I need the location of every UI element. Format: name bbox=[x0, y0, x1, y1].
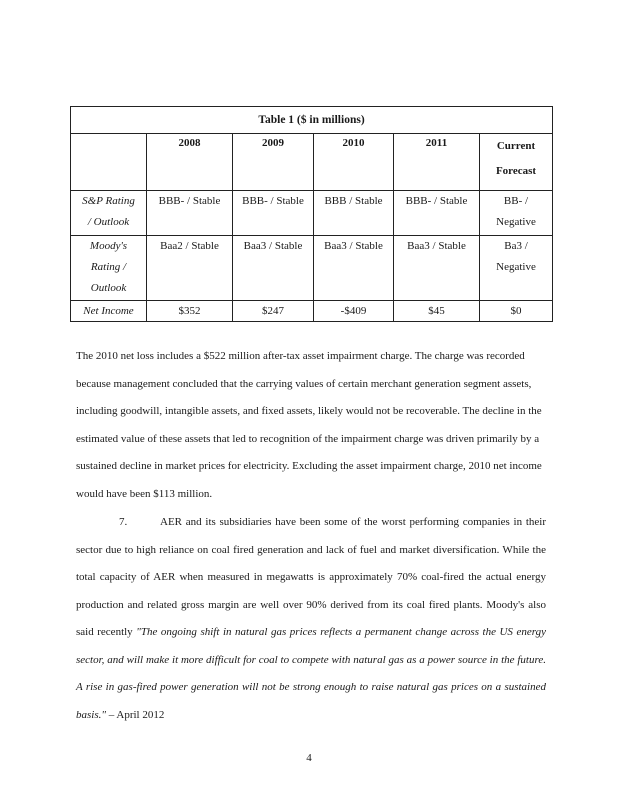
table-header-corner bbox=[71, 134, 147, 191]
table-cell: $45 bbox=[394, 301, 480, 322]
table-row bbox=[71, 191, 553, 236]
table-cell-current: Ba3 / Negative bbox=[480, 236, 553, 301]
paragraph-7 bbox=[76, 509, 546, 729]
column-header-current bbox=[480, 134, 553, 191]
paragraph-net-loss: The 2010 net loss includes a $522 million after-tax asset impairment charge. The charge was recorded because management concluded that the carrying values of certain merchant generation segment assets, including goodwill, intangible assets, and fixed assets, likely would not be recoverable. The decline in the estimated value of these assets that led to recognition of the impairment charge was driven primarily by a sustained decline in market prices for electricity. Excluding the asset impairment charge, 2010 net income would have been $113 million. bbox=[76, 350, 542, 500]
column-header: 2009 bbox=[233, 134, 314, 191]
moodys-quote: "The ongoing shift in natural gas prices reflects a permanent change across the US energy sector, and will make it more difficult for coal to compete with natural gas as a power source in the future. A rise in gas-fired power generation will not be strong enough to raise natural gas prices on a sustained basis." bbox=[76, 626, 546, 721]
table-cell-current: BB- / Negative bbox=[480, 191, 553, 236]
quote-attribution: – April 2012 bbox=[106, 708, 165, 721]
table-cell: $247 bbox=[233, 301, 314, 322]
table-caption: Table 1 ($ in millions) bbox=[71, 107, 553, 134]
table-row bbox=[71, 301, 553, 322]
column-header: 2008 bbox=[147, 134, 233, 191]
page-number: 4 bbox=[306, 752, 312, 764]
table-cell: Baa2 / Stable bbox=[147, 236, 233, 301]
table-cell: BBB- / Stable bbox=[147, 191, 233, 236]
table-cell: $352 bbox=[147, 301, 233, 322]
table-cell: Baa3 / Stable bbox=[233, 236, 314, 301]
table-row bbox=[71, 236, 553, 301]
paragraph-number: 7. bbox=[119, 516, 128, 528]
table-cell-current: $0 bbox=[480, 301, 553, 322]
row-label: Net Income bbox=[71, 301, 147, 322]
row-label: S&P Rating / Outlook bbox=[71, 191, 147, 236]
column-header: 2011 bbox=[394, 134, 480, 191]
column-header: 2010 bbox=[314, 134, 394, 191]
table-header-row bbox=[71, 134, 553, 191]
paragraph-text: AER and its subsidiaries have been some of the worst performing companies in their sector due to high reliance on coal fired generation and lack of fuel and market diversification. While the total capacity of AER when measured in megawatts is approximately 70% coal-fired the actual energy production and related gross margin are well over 90% derived from its coal fired plants. Moody's also said recently bbox=[76, 516, 546, 638]
row-label: Moody's Rating / Outlook bbox=[71, 236, 147, 301]
table-cell: Baa3 / Stable bbox=[314, 236, 394, 301]
table-cell: BBB / Stable bbox=[314, 191, 394, 236]
ratings-table bbox=[70, 106, 553, 322]
table-cell: Baa3 / Stable bbox=[394, 236, 480, 301]
current-label: Current bbox=[496, 140, 536, 152]
table-cell: -$409 bbox=[314, 301, 394, 322]
forecast-label: Forecast bbox=[495, 165, 537, 177]
table-cell: BBB- / Stable bbox=[394, 191, 480, 236]
table-cell: BBB- / Stable bbox=[233, 191, 314, 236]
